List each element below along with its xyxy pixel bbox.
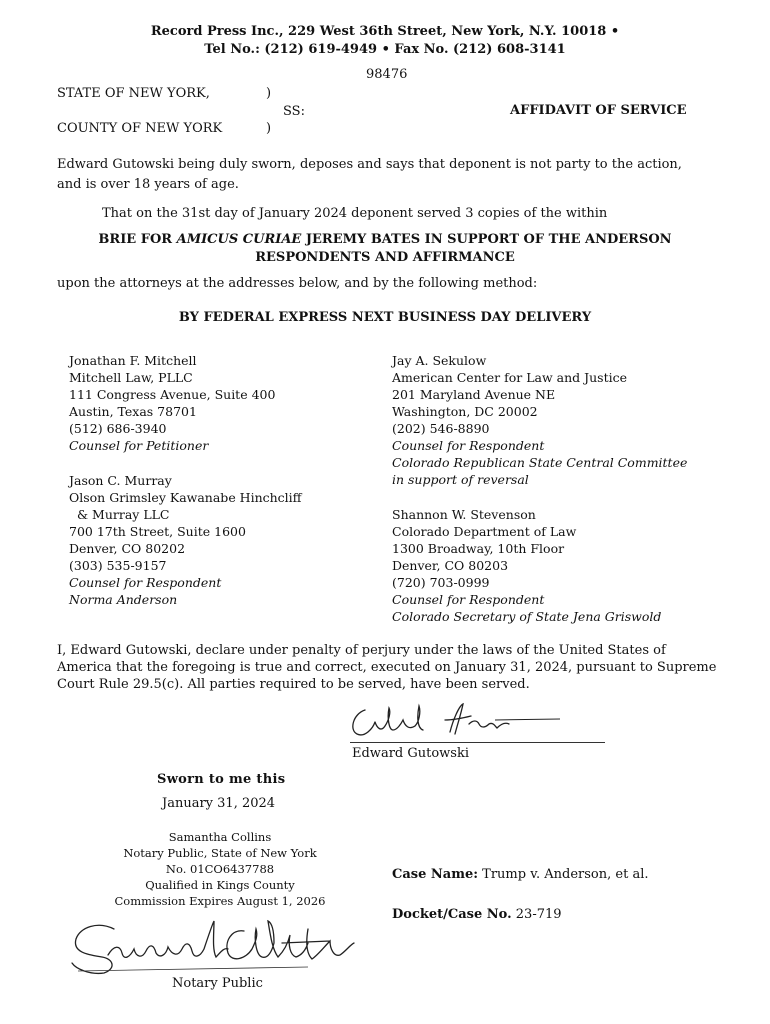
served-document-title-italic: AMICUS CURIAE bbox=[176, 232, 302, 247]
declaration-paragraph: I, Edward Gutowski, declare under penalty of perjury under the laws of the United States of America that the foregoing is true and correct, executed on January 31, 2024, pursuant to Supreme Court Rule 29.5(c). All parties required to be served, have been served. bbox=[57, 643, 717, 692]
case-name-value: Trump v. Anderson, et al. bbox=[478, 867, 649, 882]
docket-number-label: Docket/Case No. bbox=[392, 907, 512, 922]
sworn-label: Sworn to me this bbox=[157, 772, 286, 787]
attorney-city: Denver, CO 80203 bbox=[392, 558, 509, 573]
attorney-block-left-2 bbox=[69, 472, 302, 608]
attorney-name: Jason C. Murray bbox=[69, 473, 172, 488]
attorney-block-right-1 bbox=[392, 352, 687, 488]
document-number: 98476 bbox=[366, 67, 408, 82]
attorney-role: Counsel for Petitioner bbox=[69, 438, 209, 453]
upon-line: upon the attorneys at the addresses below, and by the following method: bbox=[57, 276, 538, 291]
attorney-client: Colorado Republican State Central Committee bbox=[392, 455, 688, 470]
attorney-address: 111 Congress Avenue, Suite 400 bbox=[69, 387, 276, 402]
case-name-label: Case Name: bbox=[392, 867, 479, 882]
caption-county: COUNTY OF NEW YORK bbox=[57, 121, 223, 136]
attorney-phone: (202) 546-8890 bbox=[392, 421, 490, 436]
attorney-name: Shannon W. Stevenson bbox=[392, 507, 536, 522]
attorney-city: Austin, Texas 78701 bbox=[69, 404, 197, 419]
served-document-title bbox=[0, 232, 770, 247]
service-method: BY FEDERAL EXPRESS NEXT BUSINESS DAY DELIVERY bbox=[178, 310, 592, 325]
notary-county: Qualified in Kings County bbox=[145, 878, 295, 892]
attorney-name: Jonathan F. Mitchell bbox=[69, 353, 197, 368]
notary-expiration: Commission Expires August 1, 2026 bbox=[114, 894, 326, 908]
sworn-date: January 31, 2024 bbox=[162, 796, 276, 811]
caption-paren-1: ) bbox=[266, 86, 272, 101]
deponent-name: Edward Gutowski bbox=[352, 746, 469, 761]
caption-ss: SS: bbox=[283, 104, 305, 119]
served-document-title-line-2: RESPONDENTS AND AFFIRMANCE bbox=[255, 250, 515, 265]
attorney-client: Colorado Secretary of State Jena Griswold bbox=[392, 609, 662, 624]
attorney-address: 700 17th Street, Suite 1600 bbox=[69, 524, 246, 539]
attorney-client-note: in support of reversal bbox=[392, 472, 529, 487]
notary-name: Samantha Collins bbox=[168, 830, 272, 844]
attorney-block-right-2 bbox=[392, 506, 661, 625]
served-document-title-part2: JEREMY BATES IN SUPPORT OF THE ANDERSON bbox=[301, 232, 672, 247]
attorney-phone: (512) 686-3940 bbox=[69, 421, 167, 436]
deponent-signature-line bbox=[350, 742, 605, 743]
attorney-address: 201 Maryland Avenue NE bbox=[392, 387, 556, 402]
attorney-phone: (720) 703-0999 bbox=[392, 575, 490, 590]
attorney-firm: Mitchell Law, PLLC bbox=[69, 370, 193, 385]
letterhead-line-1: Record Press Inc., 229 West 36th Street, New York, N.Y. 10018 • bbox=[150, 24, 620, 39]
intro-paragraph: Edward Gutowski being duly sworn, deposes and says that deponent is not party to the action, and is over 18 years of age. bbox=[57, 157, 682, 192]
attorney-address: 1300 Broadway, 10th Floor bbox=[392, 541, 565, 556]
notary-commission-state: Notary Public, State of New York bbox=[123, 846, 317, 860]
attorney-block-left-1 bbox=[69, 352, 275, 454]
attorney-firm: American Center for Law and Justice bbox=[392, 370, 628, 385]
notary-public-label: Notary Public bbox=[172, 976, 263, 991]
docket-number bbox=[392, 907, 562, 922]
attorney-firm: Colorado Department of Law bbox=[392, 524, 577, 539]
notary-stamp bbox=[100, 829, 340, 909]
served-document-title-part1: BRIE FOR bbox=[98, 232, 177, 247]
served-line: That on the 31st day of January 2024 deponent served 3 copies of the within bbox=[102, 206, 608, 221]
attorney-role: Counsel for Respondent bbox=[392, 592, 545, 607]
attorney-role: Counsel for Respondent bbox=[392, 438, 545, 453]
attorney-role: Counsel for Respondent bbox=[69, 575, 222, 590]
caption-state: STATE OF NEW YORK, bbox=[57, 86, 210, 101]
case-name bbox=[392, 867, 649, 882]
attorney-firm-cont: & Murray LLC bbox=[69, 507, 170, 522]
attorney-city: Washington, DC 20002 bbox=[392, 404, 538, 419]
attorney-city: Denver, CO 80202 bbox=[69, 541, 186, 556]
caption-paren-2: ) bbox=[266, 121, 272, 136]
attorney-name: Jay A. Sekulow bbox=[392, 353, 487, 368]
deponent-signature bbox=[345, 700, 575, 744]
attorney-phone: (303) 535-9157 bbox=[69, 558, 167, 573]
notary-number: No. 01CO6437788 bbox=[165, 862, 275, 876]
attorney-client: Norma Anderson bbox=[69, 592, 178, 607]
letterhead-line-2: Tel No.: (212) 619-4949 • Fax No. (212) 608-3141 bbox=[204, 42, 566, 57]
notary-signature bbox=[68, 915, 360, 977]
attorney-firm: Olson Grimsley Kawanabe Hinchcliff bbox=[69, 490, 302, 505]
docket-number-value: 23-719 bbox=[511, 907, 562, 922]
affidavit-title: AFFIDAVIT OF SERVICE bbox=[510, 103, 687, 118]
